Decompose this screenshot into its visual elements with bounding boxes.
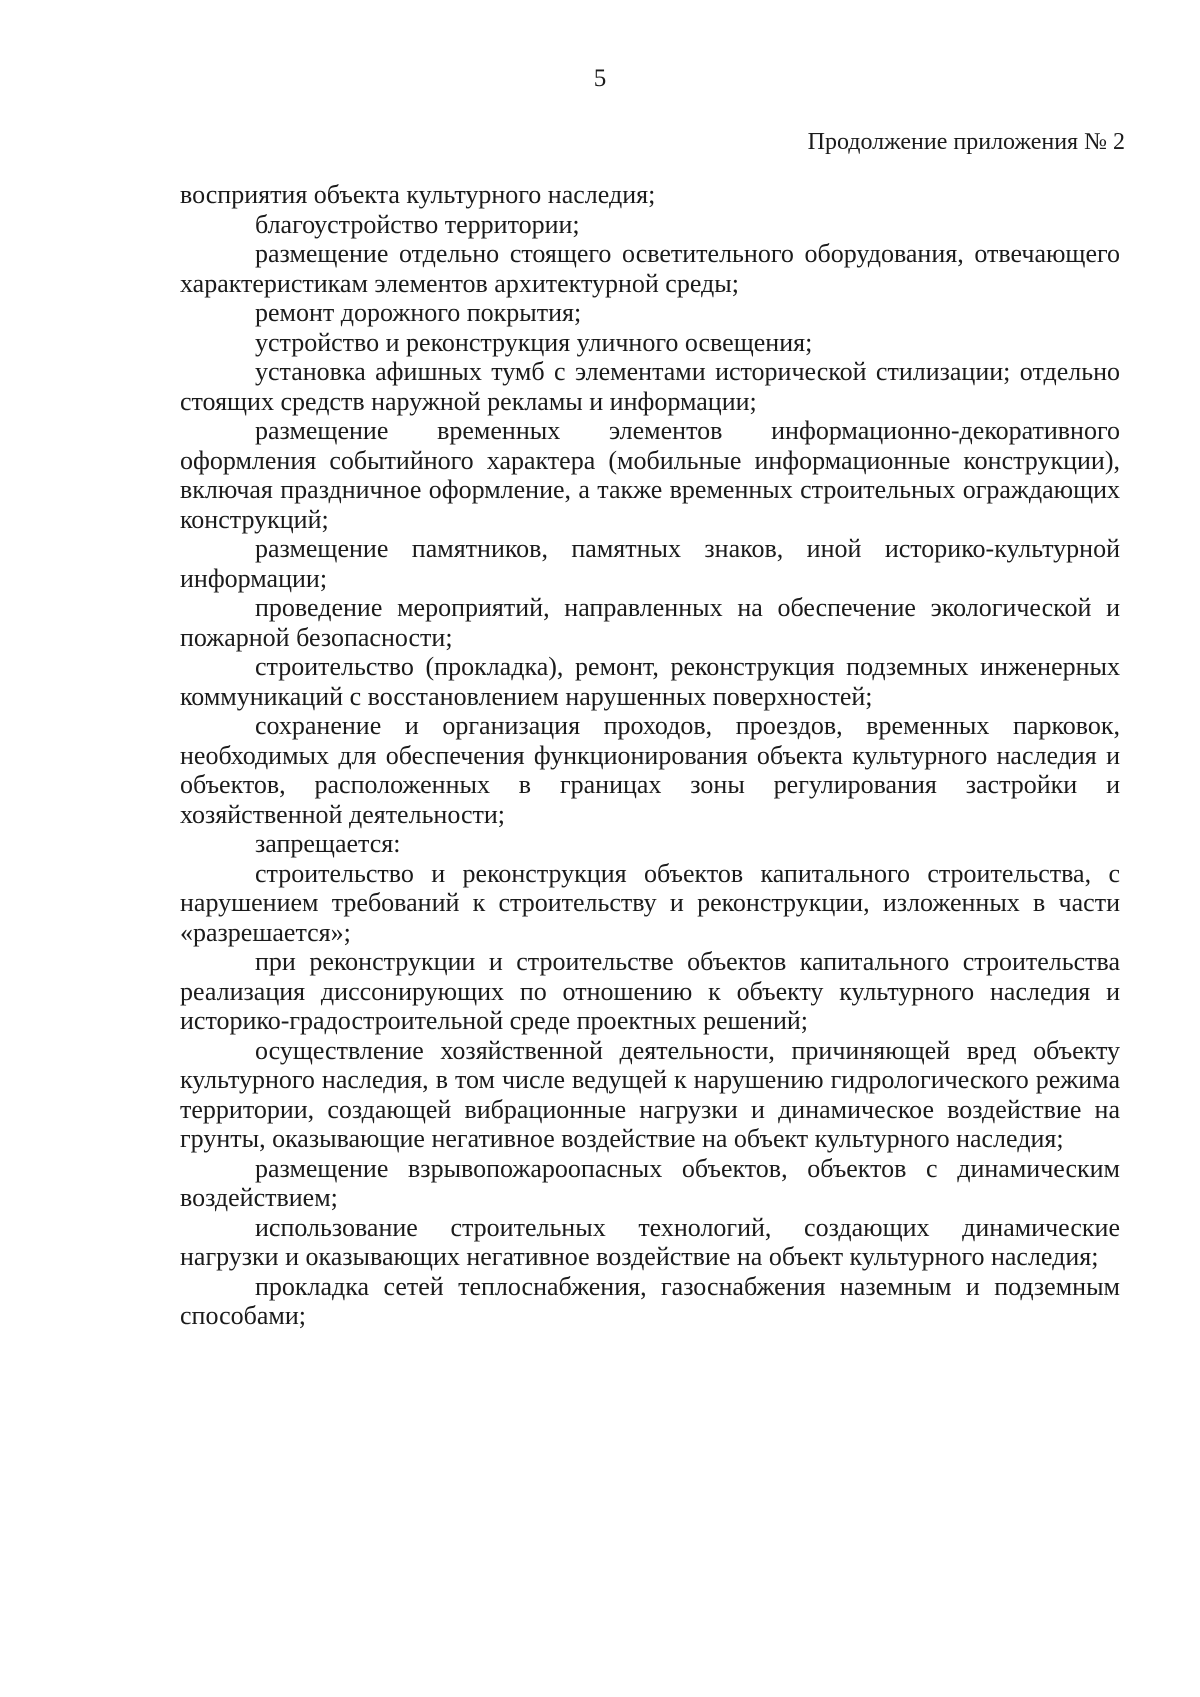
page-number: 5 [593, 65, 607, 92]
paragraph: установка афишных тумб с элементами исторической стилизации; отдельно стоящих средств наружной рекламы и информации; [180, 357, 1120, 416]
paragraph: проведение мероприятий, направленных на обеспечение экологической и пожарной безопасности; [180, 593, 1120, 652]
body-text [180, 180, 1120, 1331]
paragraph: осуществление хозяйственной деятельности, причиняющей вред объекту культурного наследия, в том числе ведущей к нарушению гидрологического режима территории, создающей вибрационные нагрузки и динамическое воздействие на грунты, оказывающие негативное воздействие на объект культурного наследия; [180, 1035, 1120, 1153]
paragraph: прокладка сетей теплоснабжения, газоснабжения наземным и подземным способами; [180, 1271, 1120, 1330]
paragraph: благоустройство территории; [255, 209, 580, 239]
paragraph-continuation: восприятия объекта культурного наследия; [180, 180, 656, 209]
paragraph: сохранение и организация проходов, проездов, временных парковок, необходимых для обеспечения функционирования объекта культурного наследия и объектов, расположенных в границах зоны регулирования застройки и хозяйственной деятельности; [180, 711, 1120, 829]
paragraph: размещение взрывопожароопасных объектов, объектов с динамическим воздействием; [180, 1153, 1120, 1212]
paragraph: использование строительных технологий, создающих динамические нагрузки и оказывающих негативное воздействие на объект культурного наследия; [180, 1212, 1120, 1271]
paragraph: размещение памятников, памятных знаков, иной историко-культурной информации; [180, 534, 1120, 593]
paragraph: строительство (прокладка), ремонт, реконструкция подземных инженерных коммуникаций с восстановлением нарушенных поверхностей; [180, 652, 1120, 711]
paragraph: строительство и реконструкция объектов капитального строительства, с нарушением требований к строительству и реконструкции, изложенных в части «разрешается»; [180, 858, 1120, 947]
section-heading-prohibited: запрещается: [255, 829, 401, 858]
paragraph: ремонт дорожного покрытия; [255, 298, 582, 327]
paragraph: размещение отдельно стоящего осветительного оборудования, отвечающего характеристикам элементов архитектурной среды; [180, 239, 1120, 298]
paragraph: устройство и реконструкция уличного освещения; [255, 327, 813, 357]
running-head: Продолжение приложения № 2 [807, 129, 1125, 155]
paragraph: при реконструкции и строительстве объектов капитального строительства реализация диссонирующих по отношению к объекту культурного наследия и историко-градостроительной среде проектных решений; [180, 947, 1120, 1035]
paragraph: размещение временных элементов информационно-декоративного оформления событийного характера (мобильные информационные конструкции), включая праздничное оформление, а также временных строительных ограждающих конструкций; [180, 416, 1120, 534]
